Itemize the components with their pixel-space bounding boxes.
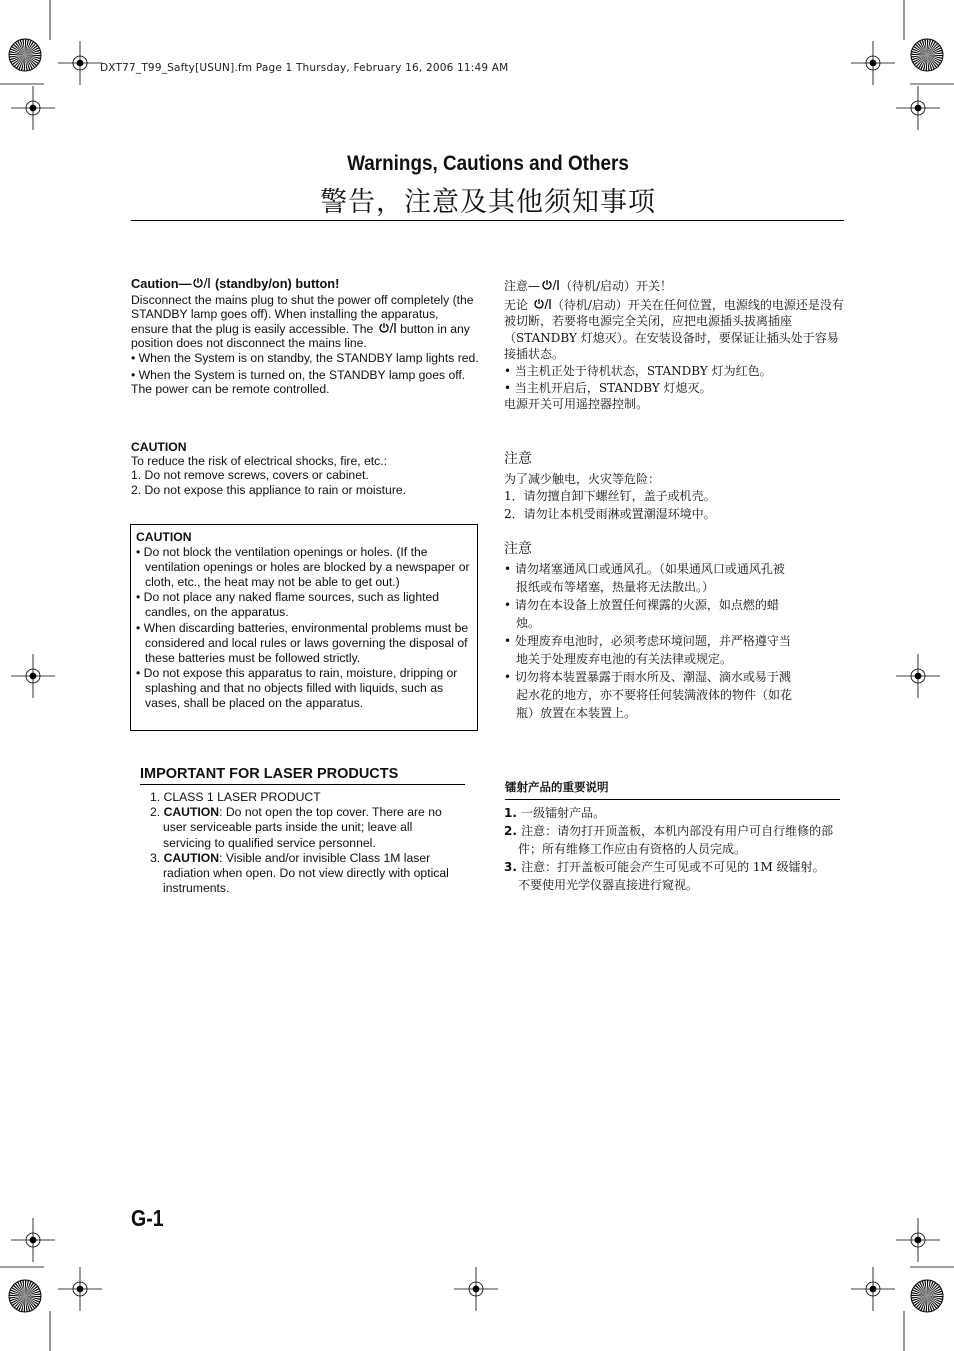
laser-item-3-text: : Visible and/or invisible Class 1M laser radiation when open. Do not view directly with optical instruments.: [163, 850, 449, 896]
standby-bullet-2-cn: • 当主机开启后，STANDBY 灯熄灭。: [504, 380, 712, 395]
caution-ventilation-section-cn: [504, 540, 794, 722]
laser-products-list-cn: [504, 804, 834, 894]
laser-item-1-text-cn: 一级镭射产品。: [521, 806, 606, 820]
laser-item-1: 1. CLASS 1 LASER PRODUCT: [150, 790, 321, 804]
laser-products-heading-cn: 镭射产品的重要说明: [505, 779, 840, 800]
laser-item-1-cn: [504, 804, 834, 822]
laser-item-2-num-cn: 2.: [504, 824, 522, 838]
standby-bullet-1: • When the System is on standby, the STANDBY lamp lights red.: [131, 350, 479, 365]
standby-para-2-cn: 电源开关可用遥控器控制。: [504, 397, 649, 412]
laser-item-3-num: 3.: [150, 850, 164, 865]
caution-shock-intro-cn: 为了减少触电，火灾等危险：: [504, 471, 661, 486]
caution-ventilation-bullet-4-cn: • 切勿将本装置暴露于雨水所及、潮湿、滴水或易于溅起水花的地方，亦不要将任何装满液体的物件（如花瓶）放置在本装置上。: [504, 670, 793, 720]
page-title-chinese: 警告，注意及其他须知事项: [320, 187, 656, 218]
standby-para-1-cn-start: 无论: [504, 297, 529, 312]
caution-shock-heading: CAUTION: [131, 440, 187, 454]
caution-ventilation-heading-cn: 注意: [504, 541, 532, 557]
caution-shock-item-1: 1. Do not remove screws, covers or cabinet.: [131, 468, 369, 483]
power-standby-icon-cn-inline: [532, 298, 552, 310]
caution-ventilation-bullet-2-cn: • 请勿在本设备上放置任何裸露的火源，如点燃的蜡烛。: [504, 598, 779, 630]
caution-shock-heading-cn: 注意: [504, 451, 532, 467]
laser-item-3-cn: [504, 858, 834, 894]
power-standby-icon: [191, 277, 211, 289]
caution-shock-item-2: 2. Do not expose this appliance to rain or moisture.: [131, 482, 407, 497]
standby-heading-prefix: Caution—: [131, 276, 192, 291]
caution-ventilation-box: [130, 524, 478, 731]
laser-item-1-num-cn: 1.: [504, 806, 522, 820]
standby-para-2: The power can be remote controlled.: [131, 382, 330, 397]
laser-item-2-cn: [504, 822, 834, 858]
standby-para-1-text: Disconnect the mains plug to shut the power off completely (the STANDBY lamp goes off). When installing the apparatus, ensure that the plug is easily accessible. The: [131, 292, 474, 336]
laser-item-2-label: CAUTION: [163, 805, 220, 820]
caution-ventilation-bullet-3-cn: • 处理废弃电池时，必须考虑环境问题，并严格遵守当地关于处理废弃电池的有关法律或规定。: [504, 634, 791, 666]
file-header-line: DXT77_T99_Safty[USUN].fm Page 1 Thursday, February 16, 2006 11:49 AM: [100, 62, 509, 74]
laser-item-3: [140, 851, 458, 897]
caution-box-heading: CAUTION: [136, 530, 192, 544]
title-divider: [131, 220, 844, 221]
caution-box-bullet-4: • Do not expose this apparatus to rain, moisture, dripping or splashing and that no objects filled with liquids, such as vases, shall be placed on the apparatus.: [136, 665, 458, 711]
standby-caution-section-cn: [504, 278, 849, 413]
standby-caution-heading: [131, 277, 479, 292]
caution-shock-section-cn: [504, 451, 849, 524]
caution-shock-item-1-cn: 1．请勿擅自卸下螺丝钉，盖子或机壳。: [504, 489, 716, 504]
laser-item-2-label-cn: 注意: [521, 824, 546, 838]
laser-item-2-text: : Do not open the top cover. There are no user serviceable parts inside the unit; leave all servicing to qualified service personnel.: [163, 805, 442, 850]
caution-box-bullet-3: • When discarding batteries, environmental problems must be considered and local rules or laws governing the disposal of these batteries must be followed strictly.: [136, 620, 469, 665]
laser-products-heading: IMPORTANT FOR LASER PRODUCTS: [140, 766, 465, 785]
caution-shock-intro: To reduce the risk of electrical shocks, fire, etc.:: [131, 454, 388, 469]
standby-para-1-cn-rest: （待机/启动）开关在任何位置，电源线的电源还是没有被切断，若要将电源完全关闭，应把电源插头拔离插座（STANDBY 灯熄灭）。在安装设备时，要保证让插头处于容易接插状态。: [504, 297, 844, 362]
standby-caution-section: [131, 277, 479, 397]
power-standby-icon-inline: [377, 322, 397, 334]
standby-bullet-1-cn: • 当主机正处于待机状态，STANDBY 灯为红色。: [504, 363, 772, 378]
laser-item-2: [140, 805, 458, 851]
caution-shock-item-2-cn: 2．请勿让本机受雨淋或置潮湿环境中。: [504, 507, 716, 522]
standby-bullet-2: • When the System is turned on, the STANDBY lamp goes off.: [131, 367, 466, 382]
standby-para-1: [131, 293, 479, 351]
laser-item-3-text-cn: ：打开盖板可能会产生可见或不可见的 1M 级镭射。不要使用光学仪器直接进行窥视。: [518, 860, 825, 892]
standby-caution-heading-cn: [504, 278, 849, 295]
standby-para-1-tail: button in any position does not disconnect the mains line.: [131, 321, 470, 351]
standby-para-1-cn: [504, 297, 849, 363]
laser-item-3-label-cn: 注意: [521, 860, 546, 874]
caution-shock-section: [131, 440, 479, 497]
page-title-english: Warnings, Cautions and Others: [347, 152, 629, 175]
power-standby-icon-cn: [540, 279, 560, 291]
standby-heading-suffix-cn: （待机/启动）开关！: [560, 279, 673, 293]
laser-item-2-num: 2.: [150, 805, 164, 820]
laser-item-3-label: CAUTION: [163, 850, 220, 865]
standby-heading-prefix-cn: 注意—: [504, 279, 541, 293]
laser-products-list: [140, 790, 458, 896]
laser-item-2-text-cn: ：请勿打开顶盖板，本机内部没有用户可自行维修的部件；所有维修工作应由有资格的人员完成。: [518, 824, 834, 856]
caution-ventilation-bullet-1-cn: • 请勿堵塞通风口或通风孔。（如果通风口或通风孔被报纸或布等堵塞，热量将无法散出。）: [504, 562, 785, 594]
page-number: G-1: [131, 1205, 164, 1231]
caution-box-bullet-1: • Do not block the ventilation openings or holes. (If the ventilation openings or holes are blocked by a newspaper or cloth, etc., the heat may not be able to get out.): [136, 545, 470, 590]
caution-box-bullet-2: • Do not place any naked flame sources, such as lighted candles, on the apparatus.: [136, 590, 440, 620]
standby-heading-suffix: (standby/on) button!: [211, 276, 340, 291]
laser-item-3-num-cn: 3.: [504, 860, 522, 874]
